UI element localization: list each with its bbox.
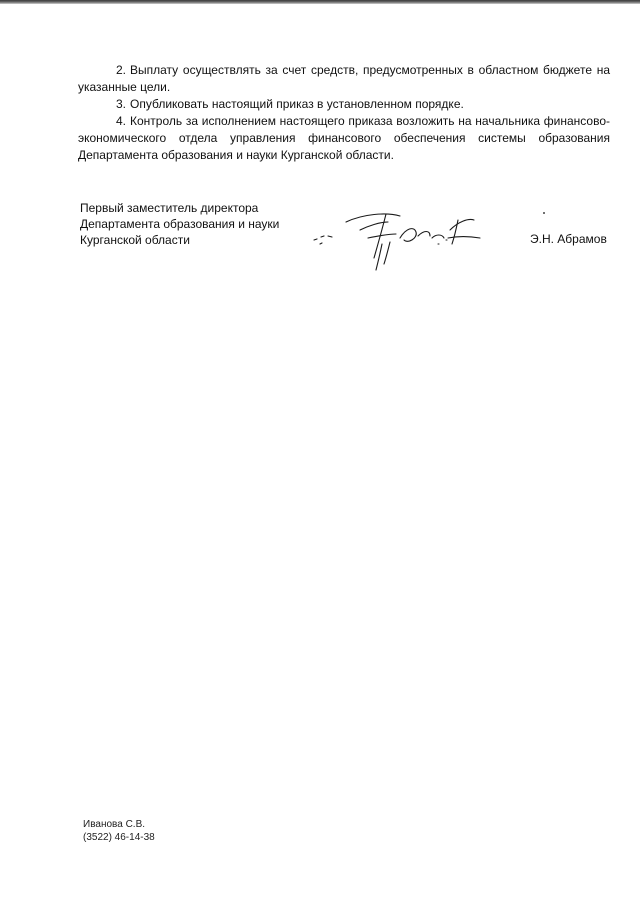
position-line: Первый заместитель директора	[80, 201, 259, 215]
paragraph-text: Опубликовать настоящий приказ в установленном порядке.	[130, 97, 464, 111]
ink-dot	[543, 212, 545, 214]
order-body	[78, 62, 610, 164]
executor-contact	[83, 818, 155, 844]
signatory-position	[80, 200, 310, 248]
executor-name: Иванова С.В.	[83, 819, 146, 830]
executor-phone: (3522) 46-14-38	[83, 832, 155, 843]
position-line: Курганской области	[80, 233, 190, 247]
paragraph-text: Выплату осуществлять за счет средств, предусмотренных в областном бюджете на указанные цели.	[78, 63, 610, 94]
paragraph-number: 3.	[116, 97, 127, 111]
paragraph-number: 2.	[116, 63, 127, 77]
paragraph-2	[78, 62, 610, 96]
signer-name: Э.Н. Абрамов	[530, 232, 607, 246]
paragraph-4	[78, 113, 610, 164]
paragraph-3	[78, 96, 610, 113]
scan-top-edge	[0, 0, 640, 4]
position-line: Департамента образования и науки	[80, 217, 280, 231]
paragraph-text: Контроль за исполнением настоящего приказа возложить на начальника финансово-экономического отдела управления финансового обеспечения системы образования Департамента образования и науки Курганской области.	[78, 114, 610, 162]
handwritten-signature	[308, 200, 498, 278]
paragraph-number: 4.	[116, 114, 127, 128]
